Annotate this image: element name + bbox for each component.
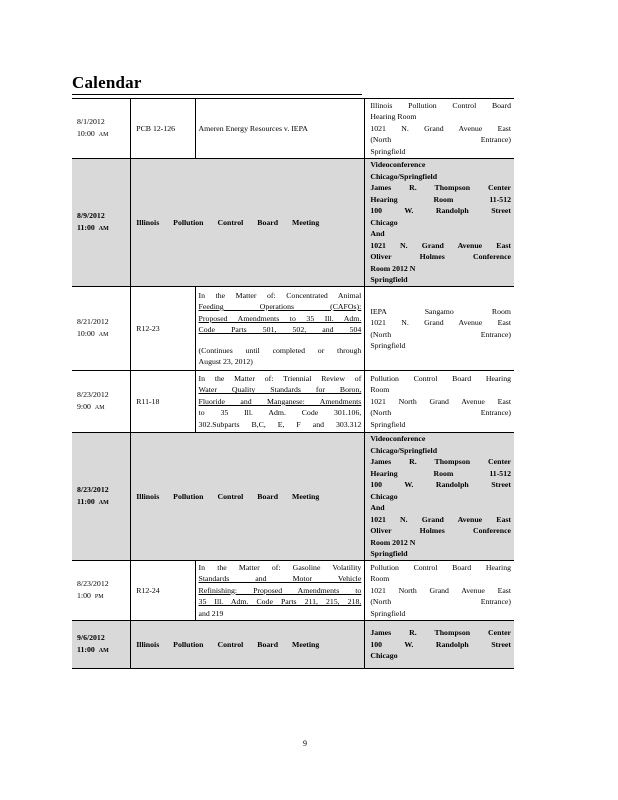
location-line: Springfield [370,419,406,429]
location-line: Springfield [370,608,406,618]
location-line: Hearing Room 11-512 [370,194,511,204]
location-line: 1021 N. Grand Avenue East [370,240,511,250]
case-number: R11-18 [131,371,195,433]
event-location [365,99,514,159]
event-location [365,371,514,433]
location-line: James R. Thompson Center [370,457,511,467]
event-time: 10:00 [77,128,95,138]
calendar-row [72,287,514,371]
description-line: Water Quality Standards for Boron, [198,385,362,395]
event-date-cell [72,371,131,433]
case-number: R12-24 [131,561,195,621]
location-line: (North Entrance) [370,329,511,339]
calendar-row [72,371,514,433]
description-line: Standards and Motor Vehicle [198,574,362,584]
calendar-table [72,98,514,669]
location-line: (North Entrance) [370,135,511,145]
location-line: Illinois Pollution Control Board [370,100,511,110]
description-line: and 219 [198,608,224,618]
event-location [365,159,514,287]
event-ampm: PM [94,593,104,600]
event-date: 8/1/2012 [77,117,105,126]
case-number: PCB 12-126 [131,99,195,159]
meeting-title: Illinois Pollution Control Board Meeting [131,621,365,669]
location-line: Chicago [370,651,398,661]
location-line: Springfield [370,549,408,559]
location-line: 100 W. Randolph Street [370,206,511,216]
description-line: In the Matter of: Concentrated Animal [198,290,362,300]
description-note: August 23, 2012) [198,357,253,366]
calendar-row [72,99,514,159]
location-line: Pollution Control Board Hearing [370,562,511,572]
case-description [195,287,365,371]
event-ampm: AM [98,331,109,338]
event-time: 10:00 [77,328,95,338]
location-line: (North Entrance) [370,597,511,607]
calendar-row [72,621,514,669]
event-location [365,287,514,371]
event-time: 11:00 [77,496,95,506]
event-date: 8/23/2012 [77,485,109,494]
location-line: Oliver Holmes Conference [370,252,511,262]
description-line: Ameren Energy Resources v. IEPA [198,123,308,133]
event-date: 8/21/2012 [77,317,109,326]
event-location [365,433,514,561]
location-line: 1021 North Grand Avenue East [370,396,511,406]
location-line: James R. Thompson Center [370,628,511,638]
description-line: Fluoride and Manganese: Amendments [198,396,362,406]
location-line: 1021 N. Grand Avenue East [370,514,511,524]
location-line: Chicago/Springfield [370,171,438,181]
meeting-title: Illinois Pollution Control Board Meeting [131,159,365,287]
event-date-cell [72,159,131,287]
location-line: Chicago [370,491,398,501]
description-line: In the Matter of: Gasoline Volatility [198,562,362,572]
event-ampm: AM [98,647,109,654]
location-line: Hearing Room [370,112,417,122]
location-line: 100 W. Randolph Street [370,639,511,649]
page-number: 9 [303,739,307,748]
description-line: to 35 Ill. Adm. Code 301.106, [198,408,362,418]
description-line: In the Matter of: Triennial Review of [198,373,362,383]
location-line: Chicago/Springfield [370,445,438,455]
location-line: 1021 N. Grand Avenue East [370,123,511,133]
event-time: 9:00 [77,401,91,411]
event-ampm: AM [98,499,109,506]
description-line: Code Parts 501, 502, and 504 [198,325,362,334]
calendar-row [72,159,514,287]
calendar-row [72,433,514,561]
event-ampm: AM [94,404,105,411]
meeting-title: Illinois Pollution Control Board Meeting [131,433,365,561]
event-date-cell [72,561,131,621]
location-line: Room 2012 N [370,537,416,547]
location-line: (North Entrance) [370,408,511,418]
location-line: Videoconference [370,434,426,444]
description-line: Refinishing: Proposed Amendments to [198,585,362,595]
page-title: Calendar [72,73,142,92]
location-line: 100 W. Randolph Street [370,480,511,490]
event-time: 11:00 [77,644,95,654]
case-description [195,99,365,159]
location-line: Oliver Holmes Conference [370,526,511,536]
event-time: 11:00 [77,222,95,232]
case-number: R12-23 [131,287,195,371]
location-line: Springfield [370,275,408,285]
location-line: Videoconference [370,160,426,170]
case-description [195,561,365,621]
event-date-cell [72,621,131,669]
location-line: 1021 N. Grand Avenue East [370,318,511,327]
description-line: Feeding Operations (CAFOs): [198,302,362,311]
description-line: 302.Subparts B,C, E, F and 303.312 [198,419,362,429]
description-line: Proposed Amendments to 35 Ill. Adm. [198,313,362,323]
event-date: 8/23/2012 [77,390,109,399]
event-location [365,621,514,669]
title-rule [72,94,362,95]
location-line: And [370,229,385,239]
event-ampm: AM [98,225,109,232]
location-line: Springfield [370,341,406,350]
case-description [195,371,365,433]
location-line: And [370,503,385,513]
event-time: 1:00 [77,590,91,600]
location-line: Hearing Room 11-512 [370,468,511,478]
location-line: Room [370,574,390,584]
event-location [365,561,514,621]
location-line: Springfield [370,146,406,156]
location-line: IEPA Sangamo Room [370,306,511,316]
location-line: 1021 North Grand Avenue East [370,585,511,595]
description-note: (Continues until completed or through [198,345,362,355]
location-line: James R. Thompson Center [370,183,511,193]
event-date: 8/23/2012 [77,579,109,588]
event-date: 9/6/2012 [77,633,105,642]
event-date-cell [72,99,131,159]
event-date-cell [72,433,131,561]
location-line: Chicago [370,217,398,227]
event-date-cell [72,287,131,371]
event-date: 8/9/2012 [77,211,105,220]
location-line: Pollution Control Board Hearing [370,373,511,383]
location-line: Room [370,385,390,395]
calendar-row [72,561,514,621]
event-ampm: AM [98,131,109,138]
location-line: Room 2012 N [370,263,416,273]
description-line: 35 Ill. Adm. Code Parts 211, 215, 218, [198,597,362,607]
